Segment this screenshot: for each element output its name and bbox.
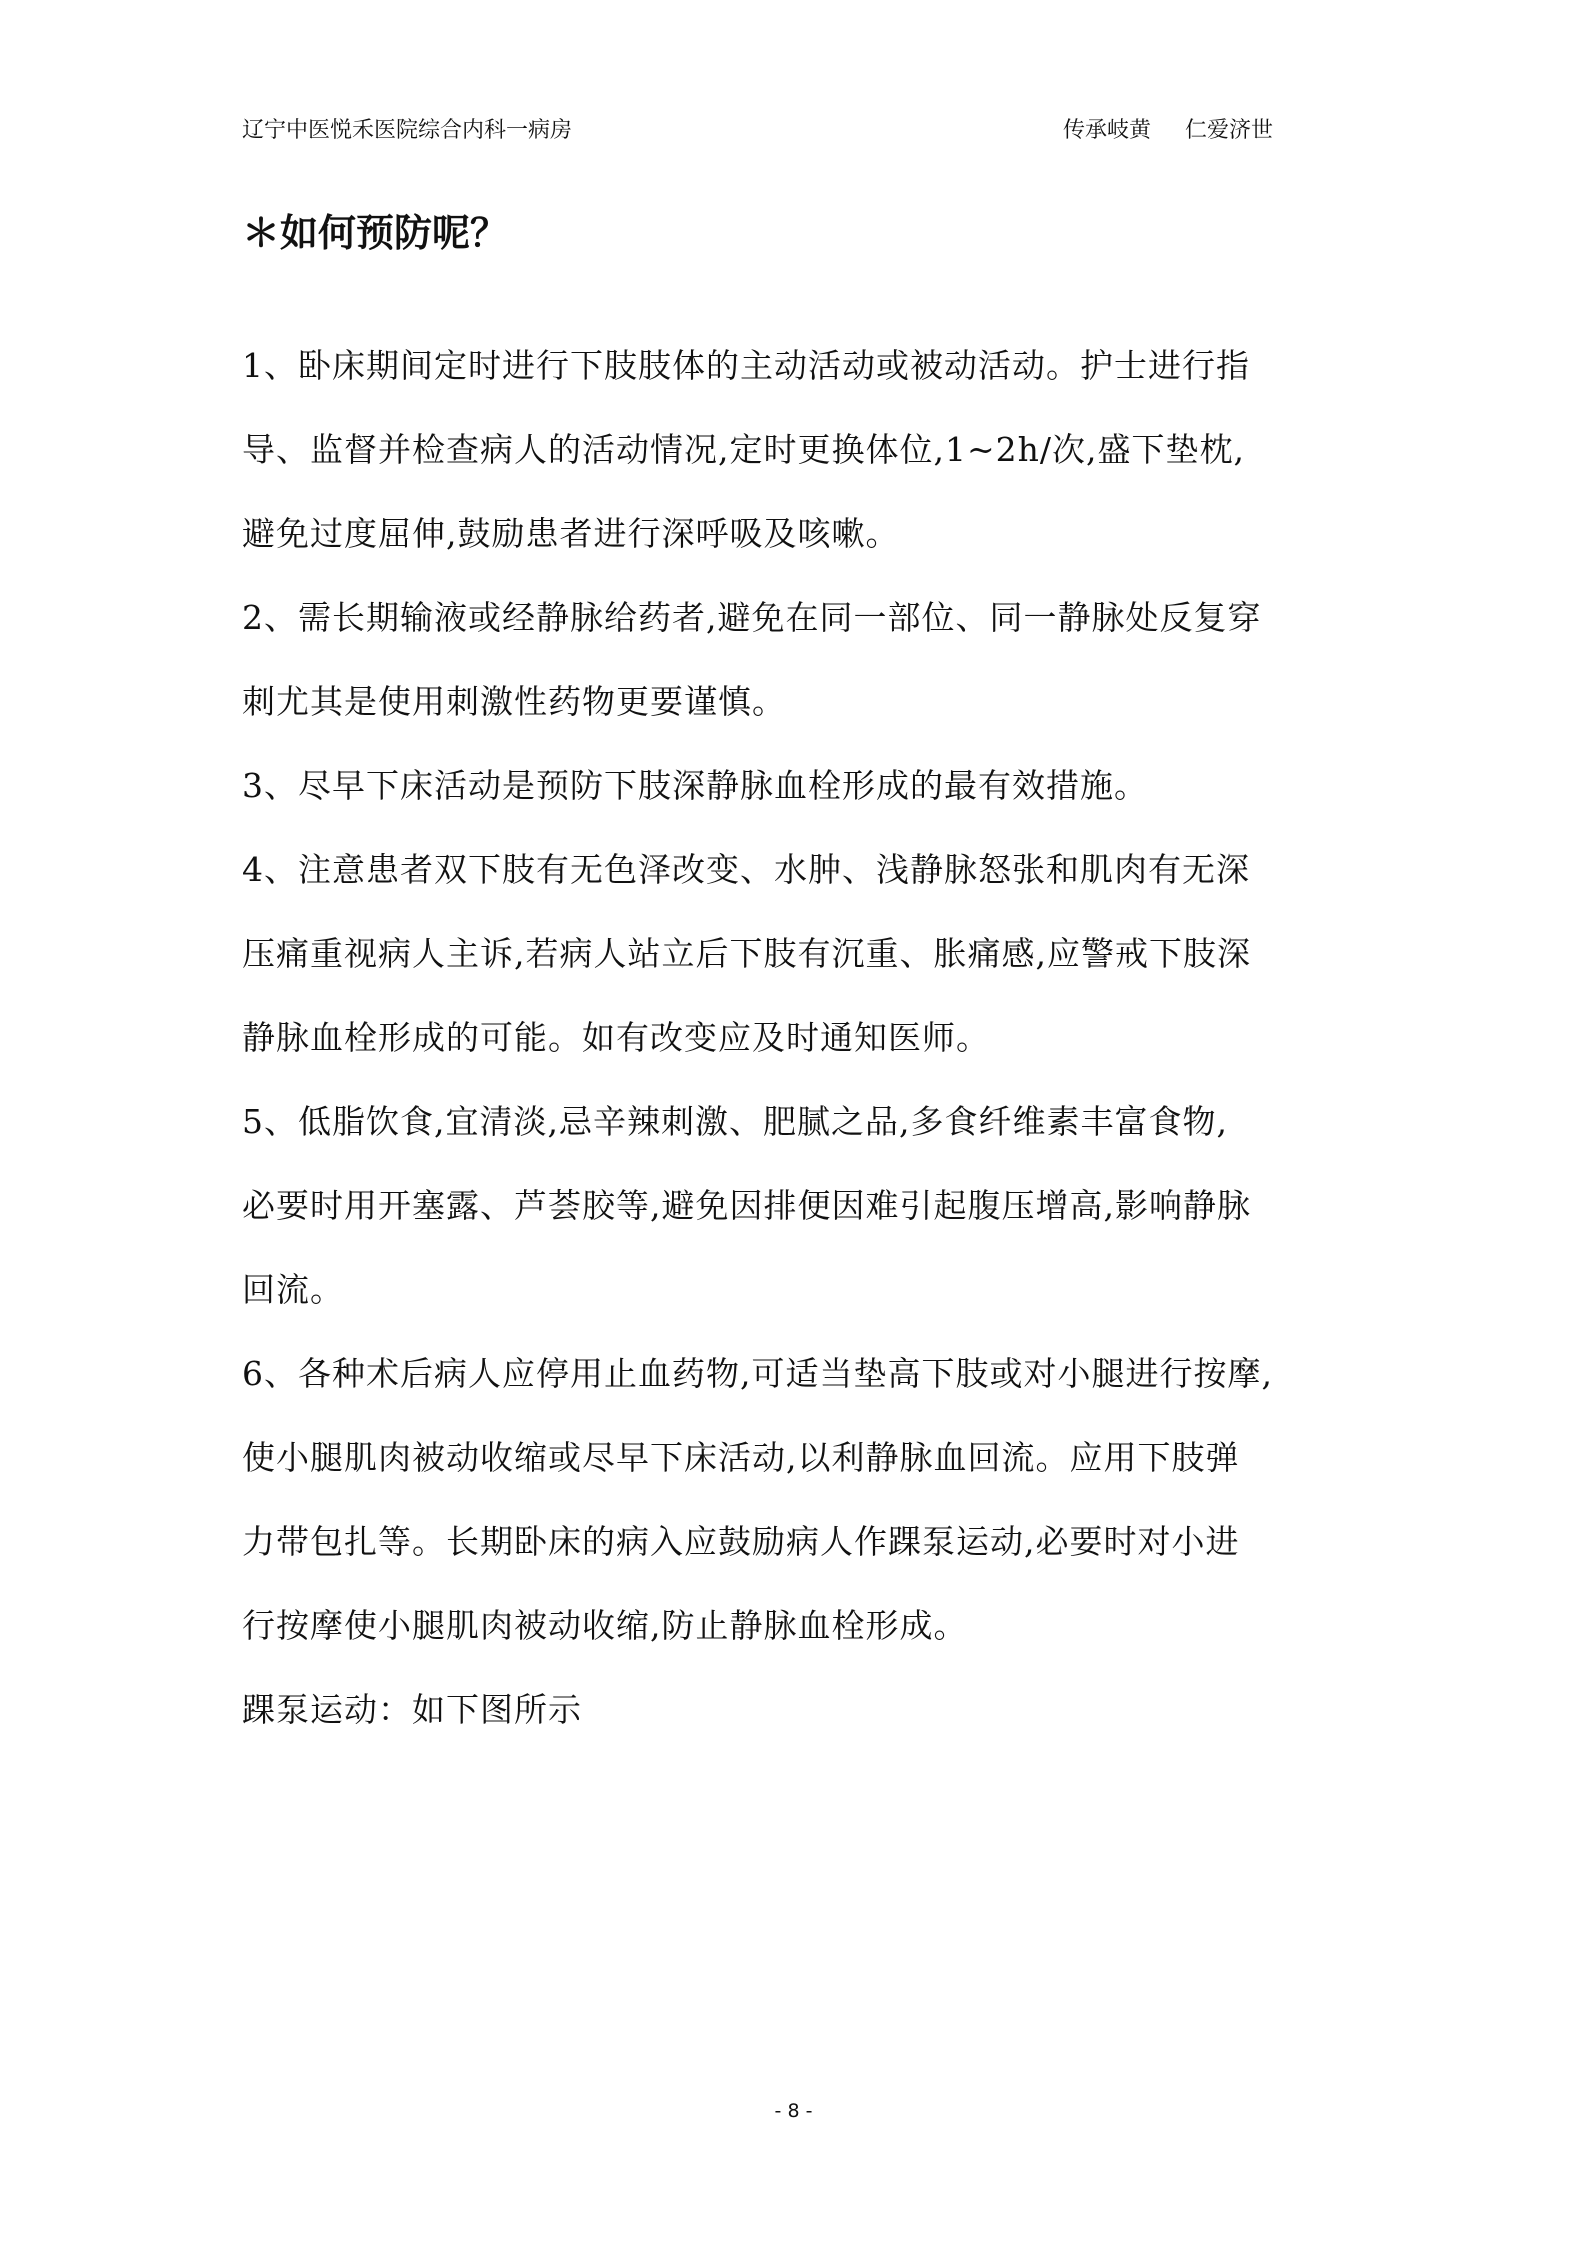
header-motto <box>1063 116 1273 146</box>
body-line: 导、监督并检查病人的活动情况,定时更换体位,1~2h/次,盛下垫枕, <box>242 430 1245 469</box>
body-line: 6、各种术后病人应停用止血药物,可适当垫高下肢或对小腿进行按摩, <box>242 1354 1273 1393</box>
body-line: 3、尽早下床活动是预防下肢深静脉血栓形成的最有效措施。 <box>242 766 1148 805</box>
body-line: 踝泵运动：如下图所示 <box>242 1690 582 1729</box>
page-number: - 8 - <box>774 2100 813 2122</box>
section-heading: ＊如何预防呢？ <box>242 211 509 255</box>
body-line: 1、卧床期间定时进行下肢肢体的主动活动或被动活动。护士进行指 <box>242 346 1250 385</box>
body-line: 必要时用开塞露、芦荟胶等,避免因排便因难引起腹压增高,影响静脉 <box>242 1186 1251 1225</box>
header-motto-part1: 传承岐黄 <box>1063 118 1152 143</box>
header-motto-part2: 仁爱济世 <box>1185 118 1274 143</box>
body-line: 4、注意患者双下肢有无色泽改变、水肿、浅静脉怒张和肌肉有无深 <box>242 850 1250 889</box>
body-line: 刺尤其是使用刺激性药物更要谨慎。 <box>242 682 786 721</box>
body-line: 回流。 <box>242 1270 344 1309</box>
body-text <box>242 324 1362 1752</box>
body-line: 静脉血栓形成的可能。如有改变应及时通知医师。 <box>242 1018 990 1057</box>
body-line: 使小腿肌肉被动收缩或尽早下床活动,以利静脉血回流。应用下肢弹 <box>242 1438 1240 1477</box>
body-line: 行按摩使小腿肌肉被动收缩,防止静脉血栓形成。 <box>242 1606 968 1645</box>
header-hospital-name: 辽宁中医悦禾医院综合内科一病房 <box>242 118 573 143</box>
body-line: 避免过度屈伸,鼓励患者进行深呼吸及咳嗽。 <box>242 514 900 553</box>
body-line: 压痛重视病人主诉,若病人站立后下肢有沉重、胀痛感,应警戒下肢深 <box>242 934 1251 973</box>
body-line: 力带包扎等。长期卧床的病入应鼓励病人作踝泵运动,必要时对小进 <box>242 1522 1240 1561</box>
body-line: 5、低脂饮食,宜清淡,忌辛辣刺激、肥腻之品,多食纤维素丰富食物, <box>242 1102 1228 1141</box>
body-line: 2、需长期输液或经静脉给药者,避免在同一部位、同一静脉处反复穿 <box>242 598 1262 637</box>
